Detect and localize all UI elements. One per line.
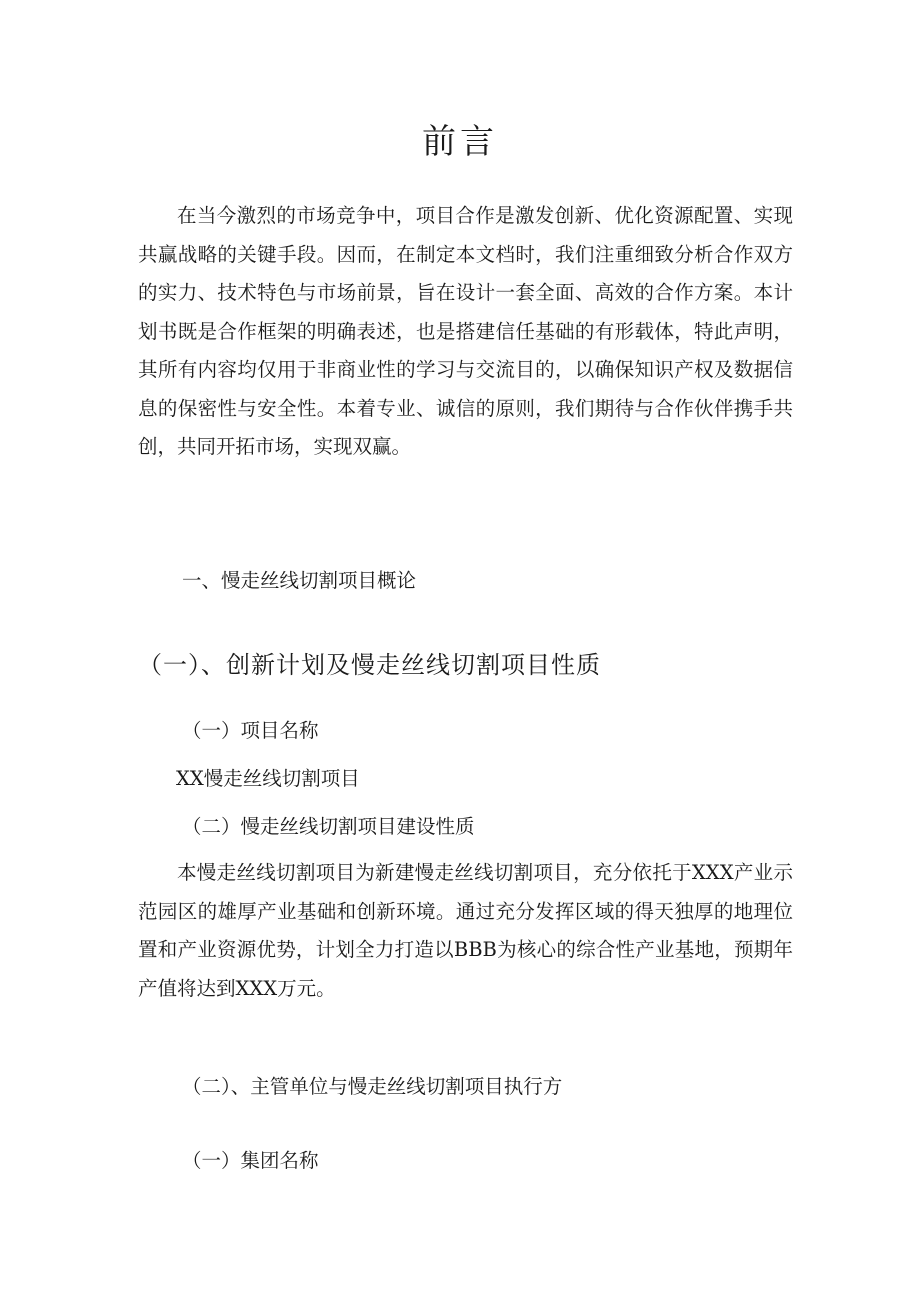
project-name-value: XX慢走丝线切割项目 xyxy=(176,767,360,790)
subsection-heading: （二）、主管单位与慢走丝线切割项目执行方 xyxy=(182,1075,563,1098)
preface-paragraph: 在当今激烈的市场竞争中，项目合作是激发创新、优化资源配置、实现共赢战略的关键手段。因而，在制定本文档时，我们注重细致分析合作双方的实力、技术特色与市场前景，旨在设计一套全面、高效的合作方案。本计划书既是合作框架的明确表述，也是搭建信任基础的有形载体，特此声明，其所有内容均仅用于非商业性的学习与交流目的，以确保知识产权及数据信息的保密性与安全性。本着专业、诚信的原则，我们期待与合作伙伴携手共创，共同开拓市场，实现双赢。 xyxy=(138,204,793,458)
item-label: （一）项目名称 xyxy=(182,719,319,742)
item-label: （二）慢走丝线切割项目建设性质 xyxy=(182,815,475,838)
page-title: 前言 xyxy=(422,122,498,162)
item-label: （一）集团名称 xyxy=(182,1149,319,1172)
project-nature-paragraph: 本慢走丝线切割项目为新建慢走丝线切割项目，充分依托于XXX产业示范园区的雄厚产业基础和创新环境。通过充分发挥区域的得天独厚的地理位置和产业资源优势，计划全力打造以BBB为核心的综合性产业基地，预期年产值将达到XXX万元。 xyxy=(138,861,793,1000)
subsection-heading: （一）、创新计划及慢走丝线切割项目性质 xyxy=(138,651,601,679)
section-heading: 一、慢走丝线切割项目概论 xyxy=(182,569,417,592)
